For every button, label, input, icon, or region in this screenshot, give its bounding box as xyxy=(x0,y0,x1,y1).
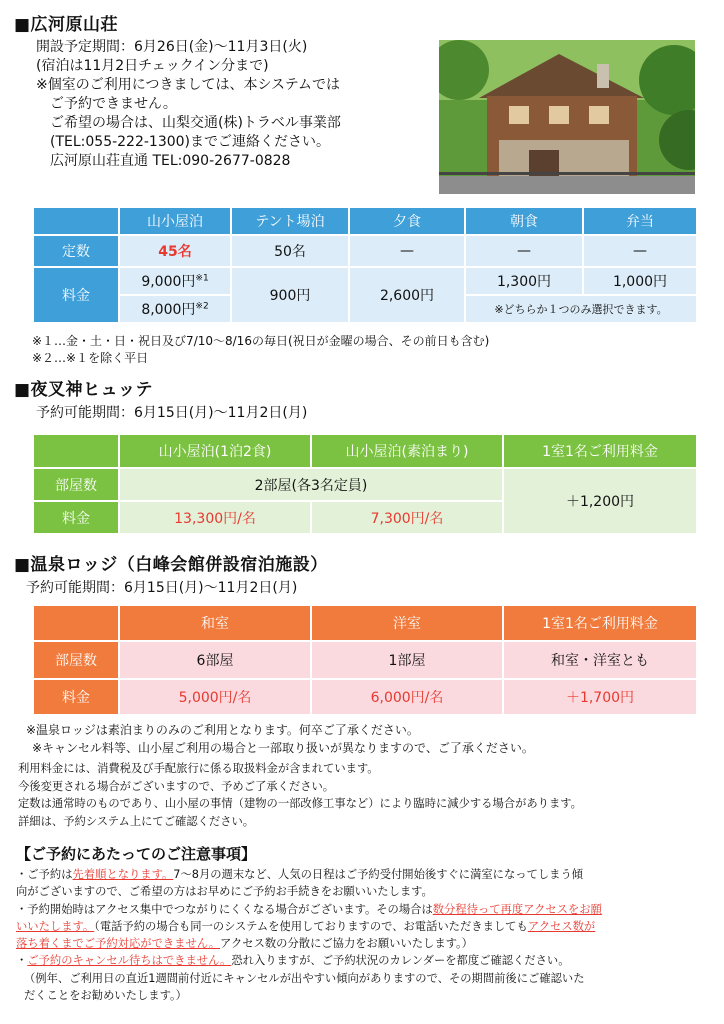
yashajin-price-room-only: 7,300円/名 xyxy=(311,501,503,534)
info-line: (宿泊は11月2日チェックイン分まで) xyxy=(36,58,269,74)
onsen-rooms-western: 1部屋 xyxy=(311,641,503,679)
col-header: 山小屋泊(素泊まり) xyxy=(311,434,503,468)
capacity-lunch: — xyxy=(583,235,697,267)
col-header: 1室1名ご利用料金 xyxy=(503,434,697,468)
capacity-lodge: 45名 xyxy=(119,235,231,267)
col-header: テント場泊 xyxy=(231,207,349,235)
yashajin-single-extra: ＋1,200円 xyxy=(503,468,697,534)
caution-title: 【ご予約にあたってのご注意事項】 xyxy=(16,845,257,863)
row-header-price: 料金 xyxy=(33,501,119,534)
onsen-note: ※キャンセル料等、山小屋ご利用の場合と一部取り扱いが異なりますので、ご了承ください。 xyxy=(32,741,534,755)
price-tent: 900円 xyxy=(231,267,349,323)
col-header: 1室1名ご利用料金 xyxy=(503,605,697,641)
row-header-rooms: 部屋数 xyxy=(33,468,119,501)
general-note: 利用料金には、消費税及び手配旅行に係る取扱料金が含まれています。 xyxy=(18,762,379,775)
col-header: 和室 xyxy=(119,605,311,641)
yashajin-period: 予約可能期間：6月15日(月)～11月2日(月) xyxy=(36,405,308,421)
col-header: 山小屋泊 xyxy=(119,207,231,235)
price-lodge-b: 8,000円$^{※2}$ xyxy=(119,295,231,323)
info-line: ご予約できません。 xyxy=(50,96,177,112)
hirogawara-table xyxy=(32,206,698,324)
section-title-onsen-lodge: ■温泉ロッジ（白峰会館併設宿泊施設） xyxy=(14,555,328,575)
price-dinner: 2,600円 xyxy=(349,267,465,323)
info-line: (TEL:055-222-1300)までご連絡ください。 xyxy=(50,134,331,150)
general-notes xyxy=(18,760,582,830)
caution-line: だくことをお勧めいたします。） xyxy=(24,989,187,1003)
col-header: 山小屋泊(1泊2食) xyxy=(119,434,311,468)
info-line: ご希望の場合は、山梨交通(株)トラベル事業部 xyxy=(50,115,341,131)
caution-line: 向がございますので、ご希望の方はお早めにご予約お手続きをお願いいたします。 xyxy=(16,885,433,899)
table-corner xyxy=(33,207,119,235)
onsen-price-japanese: 5,000円/名 xyxy=(119,679,311,715)
general-note: 詳細は、予約システム上にてご確認ください。 xyxy=(18,814,255,828)
price-breakfast: 1,300円 xyxy=(465,267,583,295)
onsen-table xyxy=(32,604,698,716)
col-header: 弁当 xyxy=(583,207,697,235)
onsen-price-western: 6,000円/名 xyxy=(311,679,503,715)
general-note: 定数は通常時のものであり、山小屋の事情（建物の一部改修工事など）により臨時に減少する場合があります。 xyxy=(18,797,582,810)
meal-choice-note: ※どちらか１つのみ選択できます。 xyxy=(465,295,697,323)
capacity-breakfast: — xyxy=(465,235,583,267)
table-corner xyxy=(33,434,119,468)
info-line: 広河原山荘直通 TEL:090-2677-0828 xyxy=(50,153,291,169)
row-header-rooms: 部屋数 xyxy=(33,641,119,679)
onsen-rooms-japanese: 6部屋 xyxy=(119,641,311,679)
onsen-extra-label: 和室・洋室とも xyxy=(503,641,697,679)
caution-line: 落ち着くまでご予約対応ができません。アクセス数の分散にご協力をお願いいたします。） xyxy=(16,937,473,951)
col-header: 夕食 xyxy=(349,207,465,235)
price-lunch: 1,000円 xyxy=(583,267,697,295)
row-header-price: 料金 xyxy=(33,267,119,323)
caution-body xyxy=(16,866,602,1004)
section-title-hirogawara: ■広河原山荘 xyxy=(14,15,119,35)
col-header: 洋室 xyxy=(311,605,503,641)
onsen-single-extra: ＋1,700円 xyxy=(503,679,697,715)
yashajin-rooms: 2部屋(各3名定員) xyxy=(119,468,503,501)
capacity-tent: 50名 xyxy=(231,235,349,267)
caution-line: ・ご予約は先着順となります。7～8月の週末など、人気の日程はご予約受付開始後すぐに満室になってしまう傾 xyxy=(16,868,584,881)
footnote: ※１…金・土・日・祝日及び7/10～8/16の毎日(祝日が金曜の場合、その前日も含む) xyxy=(32,334,490,348)
lodge-photo-image xyxy=(439,40,695,194)
table-corner xyxy=(33,605,119,641)
onsen-note: ※温泉ロッジは素泊まりのみのご利用となります。何卒ご了承ください。 xyxy=(26,723,419,737)
caution-line: いいたします。（電話予約の場合も同一のシステムを使用しておりますので、お電話いただきましてもアクセス数が xyxy=(16,919,596,933)
row-header-price: 料金 xyxy=(33,679,119,715)
lodge-photo xyxy=(439,40,695,194)
general-note: 今後変更される場合がございますので、予めご了承ください。 xyxy=(18,779,335,793)
info-line: ※個室のご利用につきましては、本システムでは xyxy=(36,77,341,93)
section-title-yashajin: ■夜叉神ヒュッテ xyxy=(14,380,154,400)
info-line: 開設予定期間：6月26日(金)～11月3日(火) xyxy=(36,39,308,55)
yashajin-price-full: 13,300円/名 xyxy=(119,501,311,534)
col-header: 朝食 xyxy=(465,207,583,235)
footnote: ※２…※１を除く平日 xyxy=(32,351,149,365)
onsen-period: 予約可能期間：6月15日(月)～11月2日(月) xyxy=(26,580,298,596)
caution-line: ・予約開始時はアクセス集中でつながりにくくなる場合がございます。その場合は数分程待って再度アクセスをお願 xyxy=(16,902,602,916)
yashajin-table xyxy=(32,433,698,535)
hirogawara-info-block xyxy=(36,38,341,171)
caution-line: ・ご予約のキャンセル待ちはできません。恐れ入りますが、ご予約状況のカレンダーを都度ご確認ください。 xyxy=(16,954,570,968)
price-lodge-a: 9,000円$^{※1}$ xyxy=(119,267,231,295)
capacity-dinner: — xyxy=(349,235,465,267)
caution-line: （例年、ご利用日の直近1週間前付近にキャンセルが出やすい傾向がありますので、その期間前後にご確認いた xyxy=(24,971,585,985)
row-header-capacity: 定数 xyxy=(33,235,119,267)
